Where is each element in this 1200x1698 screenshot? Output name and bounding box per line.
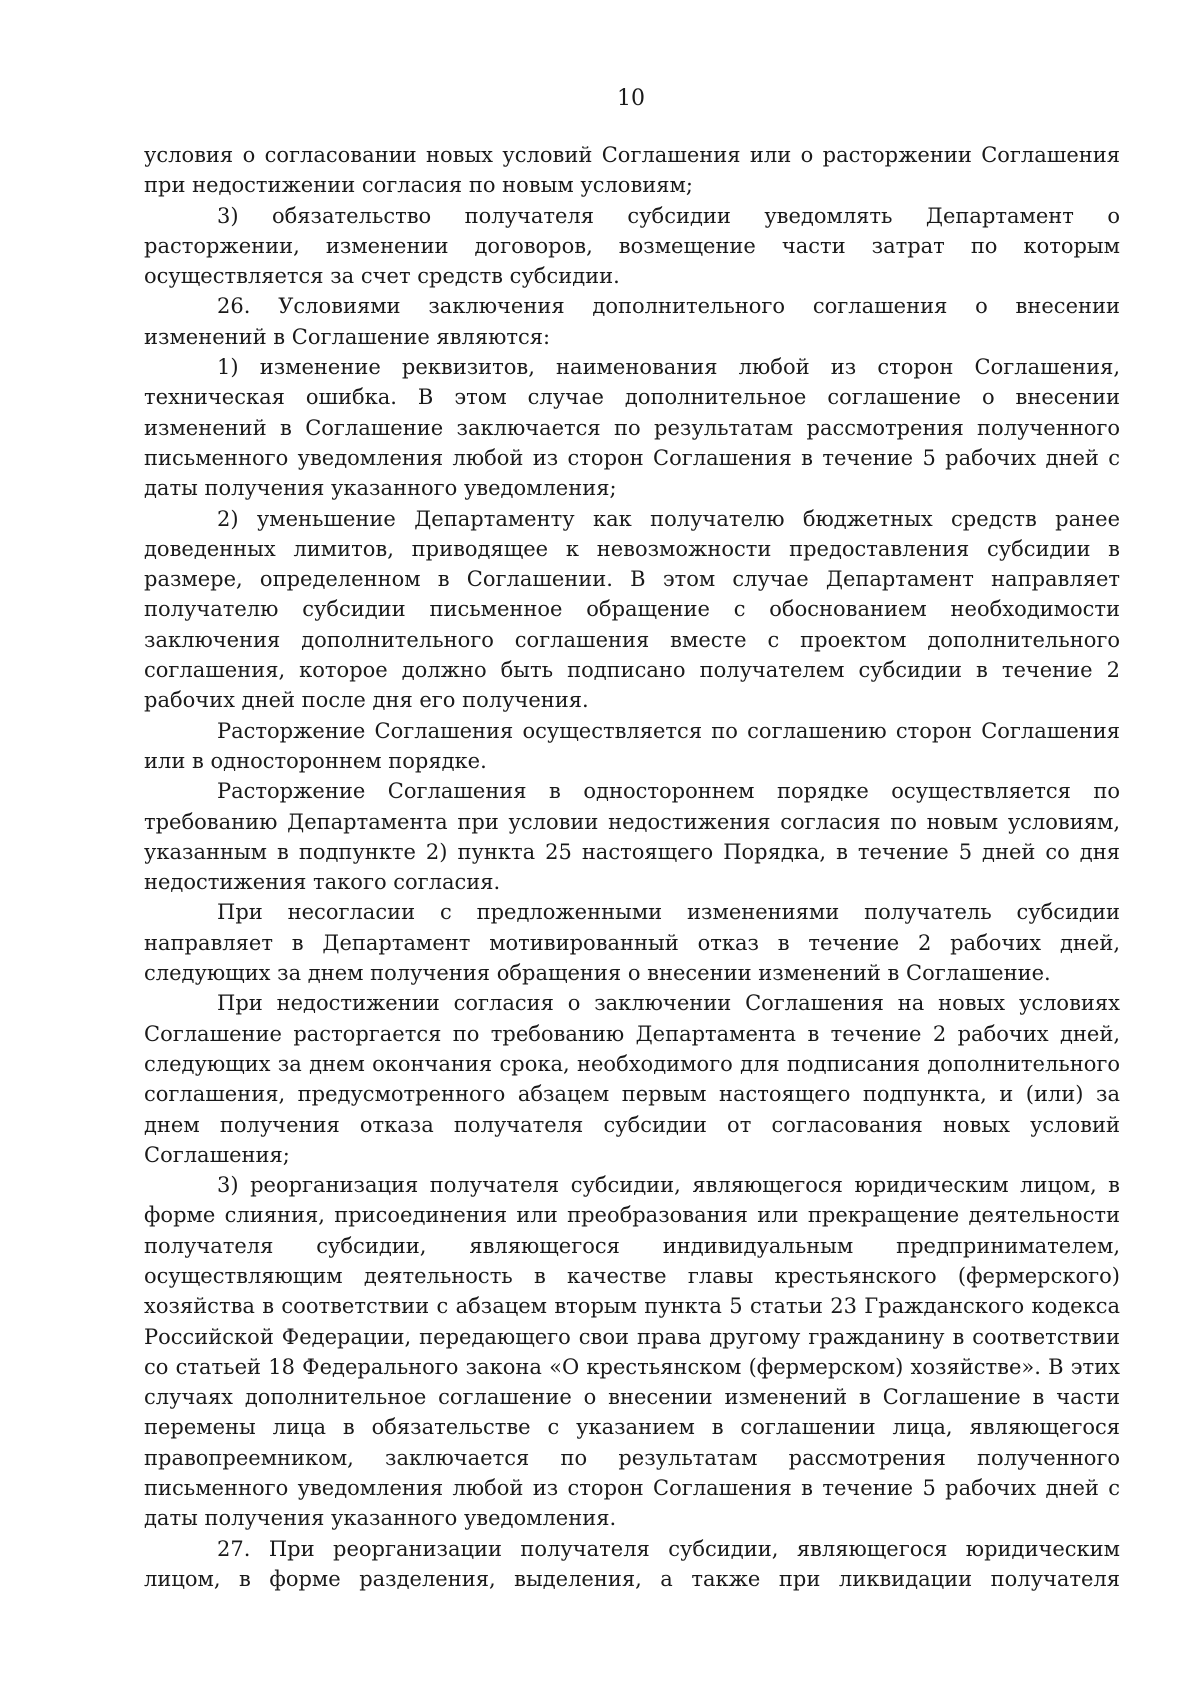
- paragraph: 1) изменение реквизитов, наименования любой из сторон Соглашения, техническая ошибка. В этом случае дополнительное соглашение о внесении изменений в Соглашение заключается по результатам рассмотрения полученного письменного уведомления любой из сторон Соглашения в течение 5 рабочих дней с даты получения указанного уведомления;: [144, 355, 1120, 501]
- paragraph: Расторжение Соглашения в одностороннем порядке осуществляется по требованию Департамента при условии недостижения согласия по новым условиям, указанным в подпункте 2) пункта 25 настоящего Порядка, в течение 5 дней со дня недостижения такого согласия.: [144, 779, 1120, 895]
- paragraph: 3) реорганизация получателя субсидии, являющегося юридическим лицом, в форме слияния, присоединения или преобразования или прекращение деятельности получателя субсидии, являющегося индивидуальным предпринимателем, осуществляющим деятельность в качестве главы крестьянского (фермерского) хозяйства в соответствии с абзацем вторым пункта 5 статьи 23 Гражданского кодекса Российской Федерации, передающего свои права другому гражданину в соответствии со статьей 18 Федерального закона «О крестьянском (фермерском) хозяйстве». В этих случаях дополнительное соглашение о внесении изменений в Соглашение в части перемены лица в обязательстве с указанием в соглашении лица, являющегося правопреемником, заключается по результатам рассмотрения полученного письменного уведомления любой из сторон Соглашения в течение 5 рабочих дней с даты получения указанного уведомления.: [144, 1173, 1120, 1531]
- paragraph: При недостижении согласия о заключении Соглашения на новых условиях Соглашение расторгается по требованию Департамента в течение 2 рабочих дней, следующих за днем окончания срока, необходимого для подписания дополнительного соглашения, предусмотренного абзацем первым настоящего подпункта, и (или) за днем получения отказа получателя субсидии от согласования новых условий Соглашения;: [144, 991, 1120, 1167]
- document-body: [144, 140, 1120, 1594]
- page-number: 10: [617, 86, 645, 111]
- paragraph: 26. Условиями заключения дополнительного соглашения о внесении изменений в Соглашение являются:: [144, 294, 1120, 349]
- paragraph: Расторжение Соглашения осуществляется по соглашению сторон Соглашения или в одностороннем порядке.: [144, 718, 1120, 773]
- paragraph: 3) обязательство получателя субсидии уведомлять Департамент о расторжении, изменении договоров, возмещение части затрат по которым осуществляется за счет средств субсидии.: [144, 203, 1120, 289]
- paragraph: условия о согласовании новых условий Соглашения или о расторжении Соглашения при недостижении согласия по новым условиям;: [144, 143, 1120, 198]
- paragraph: При несогласии с предложенными изменениями получатель субсидии направляет в Департамент мотивированный отказ в течение 2 рабочих дней, следующих за днем получения обращения о внесении изменений в Соглашение.: [144, 900, 1120, 986]
- paragraph: 27. При реорганизации получателя субсидии, являющегося юридическим лицом, в форме разделения, выделения, а также при ликвидации получателя: [144, 1536, 1120, 1591]
- paragraph: 2) уменьшение Департаменту как получателю бюджетных средств ранее доведенных лимитов, приводящее к невозможности предоставления субсидии в размере, определенном в Соглашении. В этом случае Департамент направляет получателю субсидии письменное обращение с обоснованием необходимости заключения дополнительного соглашения вместе с проектом дополнительного соглашения, которое должно быть подписано получателем субсидии в течение 2 рабочих дней после дня его получения.: [144, 506, 1120, 713]
